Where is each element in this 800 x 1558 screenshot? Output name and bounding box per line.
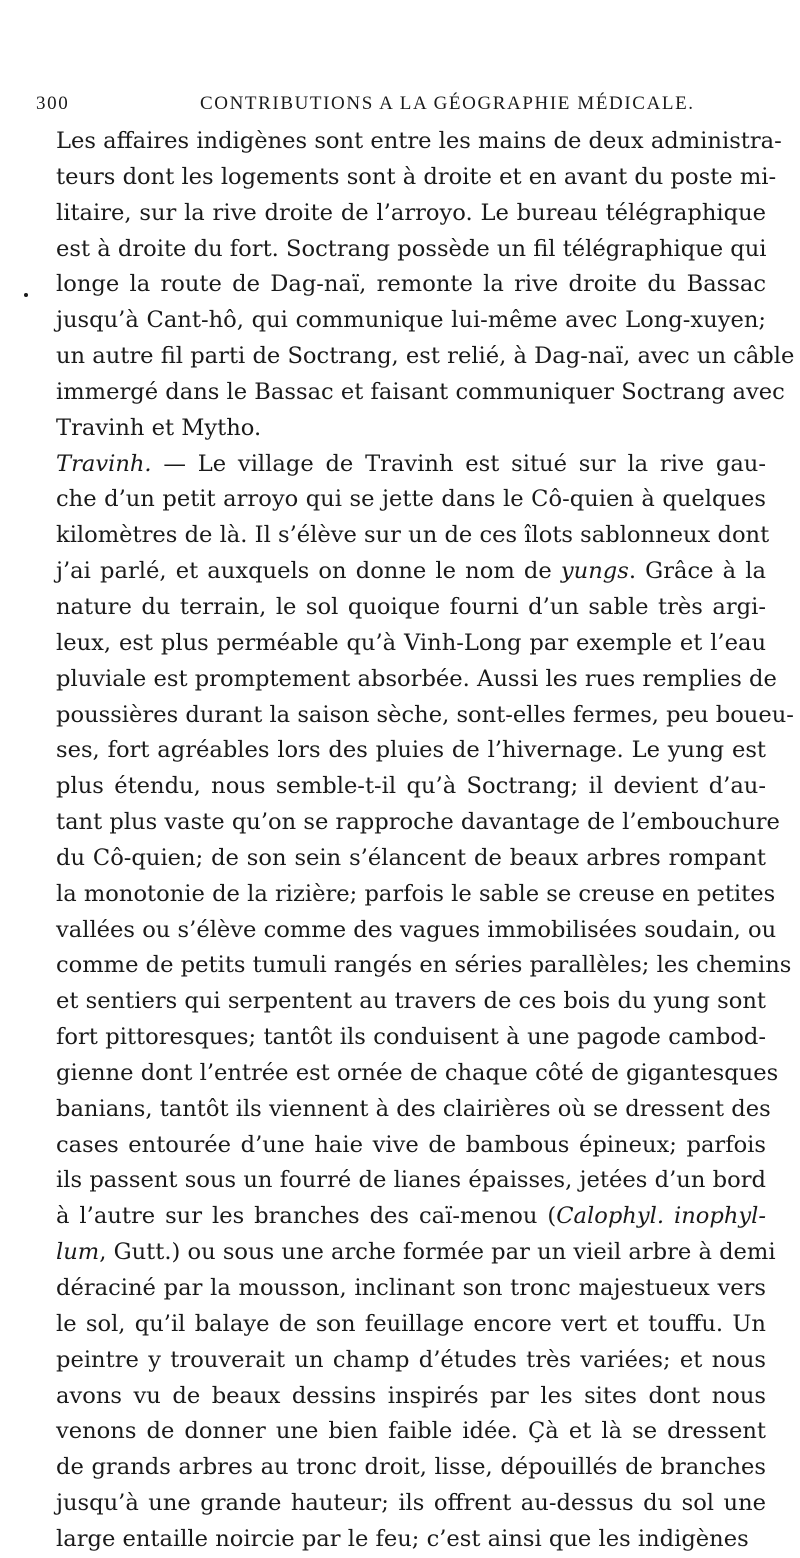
text-line: un autre fil parti de Soctrang, est relié, à Dag-naï, avec un câble <box>56 343 795 370</box>
text-line: du Cô-quien; de son sein s’élancent de beaux arbres rompant <box>56 844 766 871</box>
text-line: longe la route de Dag-naï, remonte la rive droite du Bassac <box>56 271 766 298</box>
text-line: tant plus vaste qu’on se rapproche davantage de l’embouchure <box>56 809 780 836</box>
text-line: kilomètres de là. Il s’élève sur un de ces îlots sablonneux dont <box>56 522 770 549</box>
text-line: banians, tantôt ils viennent à des clairières où se dressent des <box>56 1095 771 1122</box>
text-line: Les affaires indigènes sont entre les mains de deux administra- <box>56 128 782 154</box>
text-line: est à droite du fort. Soctrang possède un fil télégraphique qui <box>56 235 767 262</box>
text-line: et sentiers qui serpentent au travers de ces bois du yung sont <box>56 988 766 1015</box>
text-line: fort pittoresques; tantôt ils conduisent à une pagode cambod- <box>56 1024 766 1051</box>
text-line: jusqu’à Cant-hô, qui communique lui-même avec Long-xuyen; <box>56 307 766 334</box>
text-line: Travinh et Mytho. <box>56 414 262 441</box>
text-line: vallées ou s’élève comme des vagues immobilisées soudain, ou <box>56 916 777 943</box>
text-line: venons de donner une bien faible idée. Çà et là se dressent <box>56 1418 766 1445</box>
text-line: de grands arbres au tronc droit, lisse, dépouillés de branches <box>56 1454 766 1481</box>
text-line: pluviale est promptement absorbée. Aussi les rues remplies de <box>56 665 777 692</box>
body-text <box>56 124 795 1558</box>
text-line: teurs dont les logements sont à droite et en avant du poste mi- <box>56 163 777 190</box>
text-line: avons vu de beaux dessins inspirés par les sites dont nous <box>56 1382 766 1409</box>
text-line: cases entourée d’une haie vive de bambous épineux; parfois <box>56 1131 766 1158</box>
text-line: ils passent sous un fourré de lianes épaisses, jetées d’un bord <box>56 1167 766 1194</box>
text-line: la monotonie de la rizière; parfois le sable se creuse en petites <box>56 880 776 907</box>
text-line: litaire, sur la rive droite de l’arroyo. Le bureau télégraphique <box>56 199 766 226</box>
text-line: déraciné par la mousson, inclinant son tronc majestueux vers <box>56 1275 766 1301</box>
page-number: 300 <box>36 93 70 114</box>
text-line: immergé dans le Bassac et faisant communiquer Soctrang avec <box>56 378 785 405</box>
text-line: jusqu’à une grande hauteur; ils offrent au-dessus du sol une <box>56 1490 766 1517</box>
text-line: lum, Gutt.) ou sous une arche formée par un vieil arbre à demi <box>56 1239 776 1266</box>
text-line: le sol, qu’il balaye de son feuillage encore vert et touffu. Un <box>56 1310 766 1337</box>
running-head <box>36 91 776 117</box>
text-line: plus étendu, nous semble-t-il qu’à Soctrang; il devient d’au- <box>56 773 766 800</box>
text-line: peintre y trouverait un champ d’études très variées; et nous <box>56 1346 766 1373</box>
text-line: che d’un petit arroyo qui se jette dans le Cô-quien à quelques <box>56 486 766 513</box>
text-line: large entaille noircie par le feu; c’est ainsi que les indigènes <box>56 1525 749 1552</box>
text-line: nature du terrain, le sol quoique fourni d’un sable très argi- <box>56 593 766 620</box>
text-line: ses, fort agréables lors des pluies de l’hivernage. Le yung est <box>56 737 766 764</box>
text-line: à l’autre sur les branches des caï-menou (Calophyl. inophyl- <box>56 1203 766 1230</box>
text-line: j’ai parlé, et auxquels on donne le nom de yungs. Grâce à la <box>56 558 766 585</box>
text-line: Travinh. — Le village de Travinh est situé sur la rive gau- <box>56 450 766 477</box>
text-line: gienne dont l’entrée est ornée de chaque côté de gigantesques <box>56 1059 779 1086</box>
running-title: CONTRIBUTIONS A LA GÉOGRAPHIE MÉDICALE. <box>200 93 695 114</box>
margin-mark <box>24 293 28 297</box>
text-line: leux, est plus perméable qu’à Vinh-Long par exemple et l’eau <box>56 629 766 656</box>
text-line: poussières durant la saison sèche, sont-elles fermes, peu boueu- <box>56 701 794 728</box>
text-line: comme de petits tumuli rangés en séries parallèles; les chemins <box>56 952 792 979</box>
